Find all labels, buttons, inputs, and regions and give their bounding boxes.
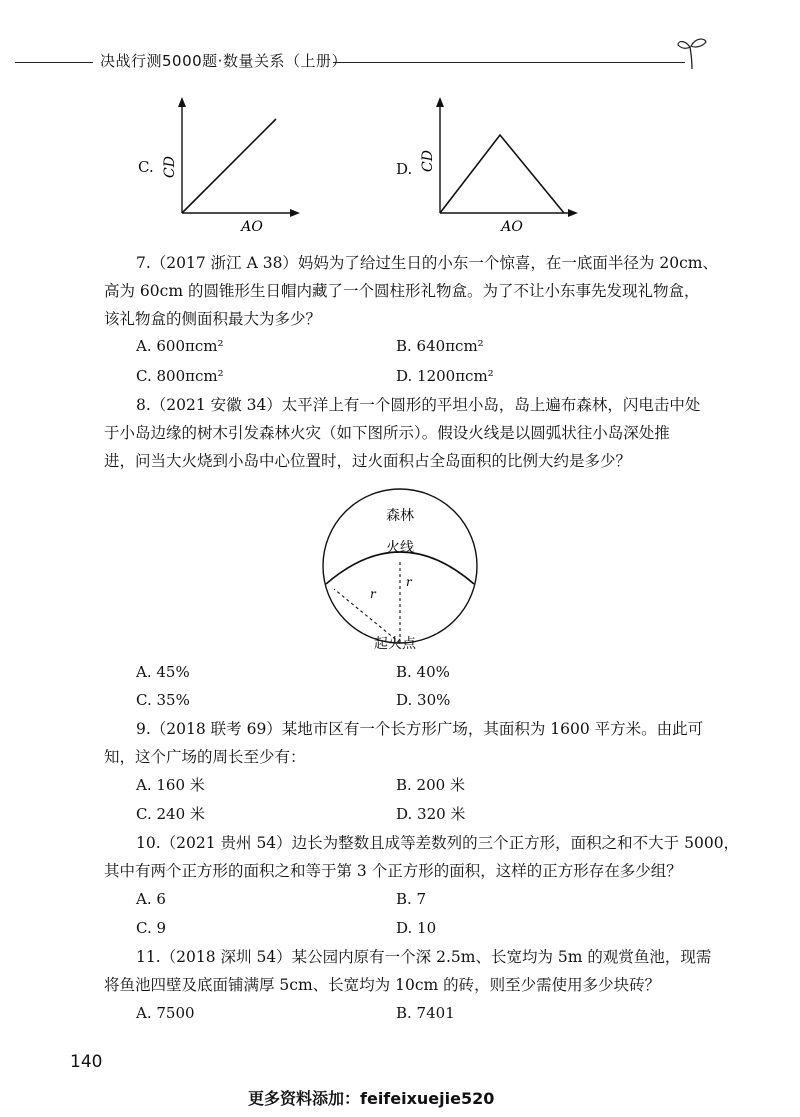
graph-d-line (440, 135, 564, 213)
graph-d-option-label: D. (396, 160, 413, 178)
graph-c-line (182, 119, 276, 213)
q9-option-c: C. 240 米 (136, 805, 205, 823)
q9-line2: 知，这个广场的周长至少有： (104, 748, 306, 766)
q10-option-b: B. 7 (396, 890, 427, 908)
graph-c-xlabel: AO (241, 219, 263, 235)
header-rule-right (333, 62, 685, 63)
q11-option-a: A. 7500 (136, 1004, 195, 1022)
graph-d-y-arrow (436, 97, 444, 107)
q9-option-a: A. 160 米 (136, 776, 205, 794)
graph-c-ylabel: CD (162, 156, 178, 178)
graph-c-y-arrow (178, 97, 186, 107)
q8-line3: 进，问当大火烧到小岛中心位置时，过火面积占全岛面积的比例大约是多少？ (104, 452, 632, 470)
q7-option-b: B. 640πcm² (396, 337, 484, 355)
q10-option-d: D. 10 (396, 919, 437, 937)
radius-label-slant: r (370, 587, 376, 601)
q9-line1: 9.（2018 联考 69）某地市区有一个长方形广场，其面积为 1600 平方米。由此可 (136, 720, 704, 738)
q7-line2: 高为 60cm 的圆锥形生日帽内藏了一个圆柱形礼物盒。为了不让小东事先发现礼物盒， (104, 282, 700, 300)
q8-line2: 于小岛边缘的树木引发森林火灾（如下图所示）。假设火线是以圆弧状往小岛深处推 (104, 424, 670, 442)
q7-line3: 该礼物盒的侧面积最大为多少？ (104, 310, 322, 328)
graph-c (160, 95, 300, 235)
footer-note: 更多资料添加：feifeixuejie520 (248, 1089, 495, 1108)
graph-d-x-arrow (568, 209, 578, 217)
q11-line2: 将鱼池四壁及底面铺满厚 5cm、长宽均为 10cm 的砖，则至少需使用多少块砖？ (104, 976, 661, 994)
header-rule-left (15, 62, 93, 63)
graph-d-ylabel: CD (420, 150, 436, 172)
q11-option-b: B. 7401 (396, 1004, 455, 1022)
fireline-label: 火线 (386, 540, 414, 556)
q10-line2: 其中有两个正方形的面积之和等于第 3 个正方形的面积，这样的正方形存在多少组？ (104, 862, 682, 880)
fire-origin-label: 起火点 (374, 636, 416, 652)
q10-option-c: C. 9 (136, 919, 167, 937)
q8-option-a: A. 45% (136, 663, 190, 681)
q8-option-c: C. 35% (136, 691, 190, 709)
q7-option-a: A. 600πcm² (136, 337, 224, 355)
q9-option-b: B. 200 米 (396, 776, 465, 794)
header-title: 决战行测5000题·数量关系（上册） (100, 52, 347, 70)
radius-label-vertical: r (406, 575, 412, 589)
q7-line1: 7.（2017 浙江 A 38）妈妈为了给过生日的小东一个惊喜，在一底面半径为 20cm、 (136, 254, 718, 272)
graph-c-x-arrow (290, 209, 300, 217)
forest-label: 森林 (386, 508, 414, 524)
page-number: 140 (70, 1052, 103, 1072)
q10-option-a: A. 6 (136, 890, 166, 908)
island-figure (310, 486, 490, 656)
graph-d-xlabel: AO (501, 219, 523, 235)
q11-line1: 11.（2018 深圳 54）某公园内原有一个深 2.5m、长宽均为 5m 的观赏鱼池，现需 (136, 948, 712, 966)
q8-line1: 8.（2021 安徽 34）太平洋上有一个圆形的平坦小岛，岛上遍布森林，闪电击中处 (136, 396, 701, 414)
fire-line-arc (326, 552, 474, 584)
q10-line1: 10.（2021 贵州 54）边长为整数且成等差数列的三个正方形，面积之和不大于 5000， (136, 834, 740, 852)
q8-option-d: D. 30% (396, 691, 451, 709)
sprout-icon (676, 35, 708, 71)
q9-option-d: D. 320 米 (396, 805, 466, 823)
graph-c-option-label: C. (138, 158, 154, 176)
q7-option-c: C. 800πcm² (136, 367, 224, 385)
graph-d (418, 95, 578, 235)
q8-option-b: B. 40% (396, 663, 450, 681)
q7-option-d: D. 1200πcm² (396, 367, 494, 385)
